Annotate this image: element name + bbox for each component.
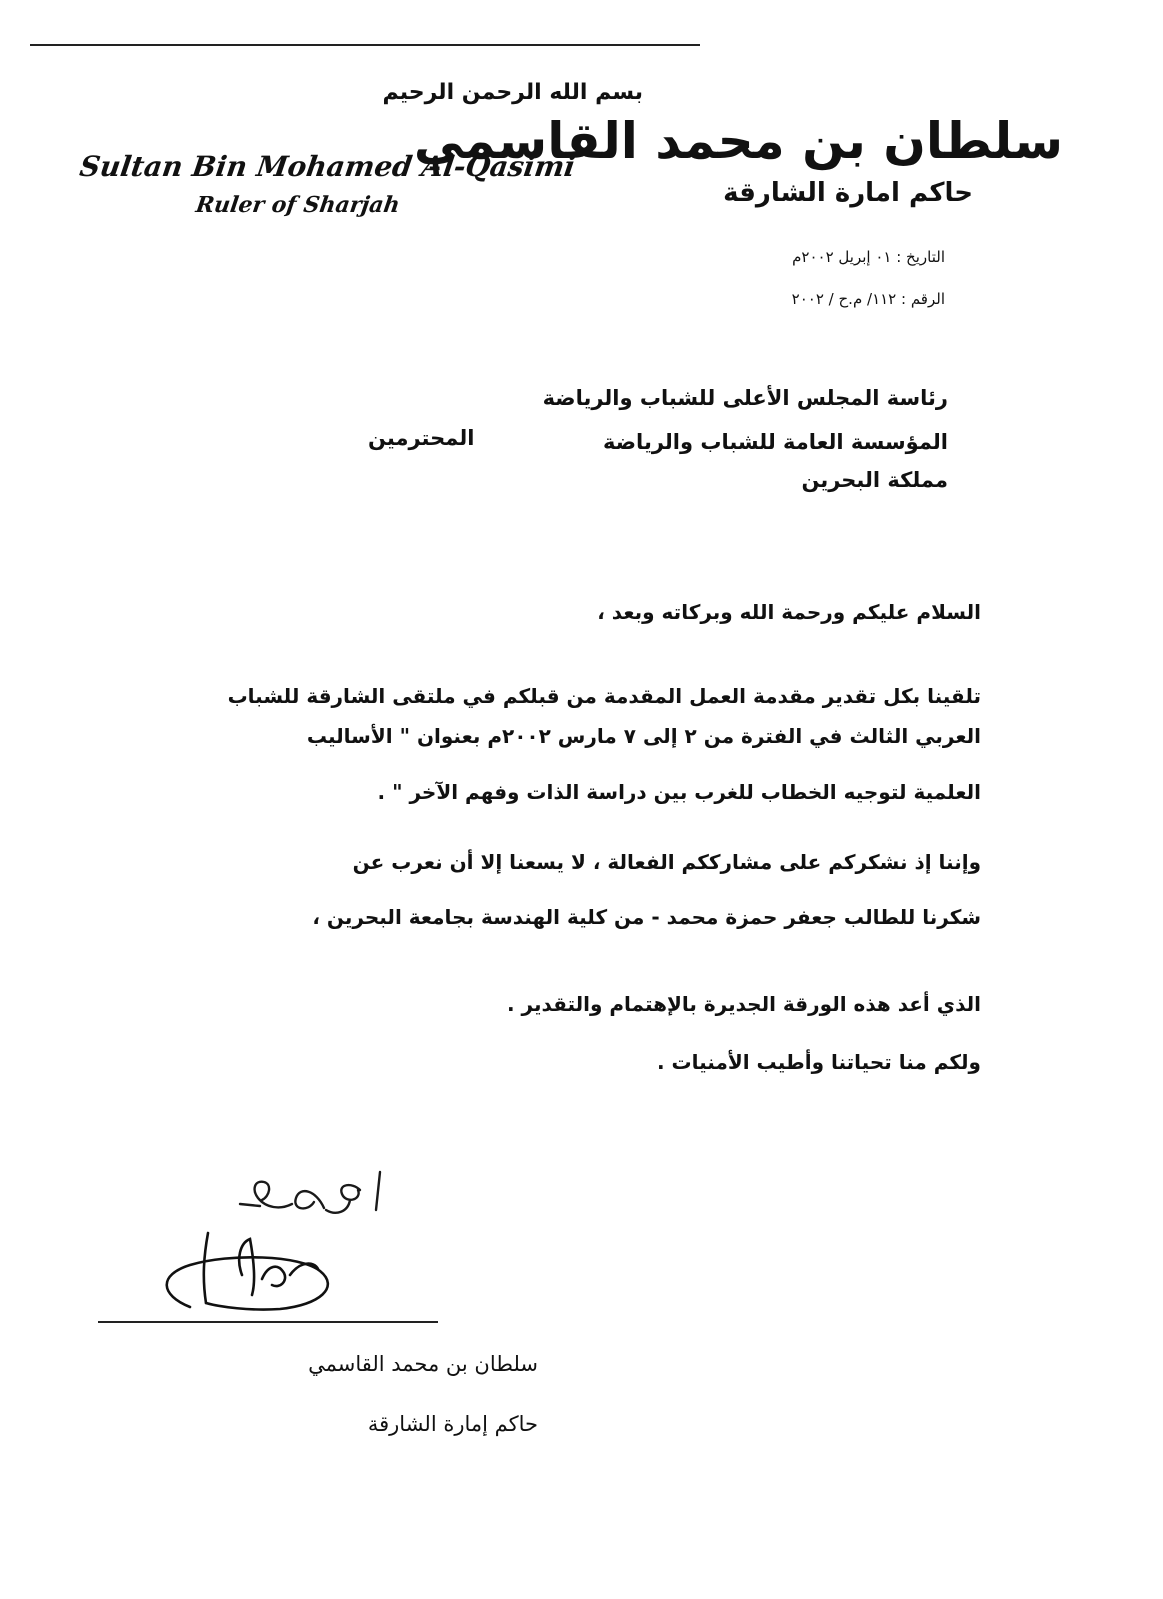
english-name: Sultan Bin Mohamed Al-Qasimi [77, 150, 578, 183]
body-line-5: شكرنا للطالب جعفر حمزة محمد - من كلية الهندسة بجامعة البحرين ، [312, 905, 981, 929]
greeting: السلام عليكم ورحمة الله وبركاته وبعد ، [597, 600, 981, 624]
body-line-4: وإننا إذ نشكركم على مشارككم الفعالة ، لا يسعنا إلا أن نعرب عن [352, 850, 981, 874]
signatory-name: سلطان بن محمد القاسمي [308, 1352, 538, 1376]
arabic-title: حاكم امارة الشارقة [723, 178, 973, 208]
signatory-title: حاكم إمارة الشارقة [367, 1412, 538, 1436]
recipient-line-2: المؤسسة العامة للشباب والرياضة [603, 430, 948, 454]
handwritten-note-drawing [230, 1160, 390, 1230]
date-line: التاريخ : ٠١ إبريل ٢٠٠٢م [792, 248, 945, 266]
recipient-honorific: المحترمين [368, 426, 475, 450]
body-line-2: العربي الثالث في الفترة من ٢ إلى ٧ مارس ٢٠٠٢م بعنوان " الأساليب [306, 724, 981, 748]
body-line-7: ولكم منا تحياتنا وأطيب الأمنيات . [656, 1050, 981, 1074]
body-line-1: تلقينا بكل تقدير مقدمة العمل المقدمة من قبلكم في ملتقى الشارقة للشباب [227, 684, 981, 708]
signature-rule [98, 1321, 438, 1323]
basmala: بسم الله الرحمن الرحيم [382, 80, 643, 105]
arabic-name: سلطان بن محمد القاسمي [413, 112, 1063, 170]
recipient-line-1: رئاسة المجلس الأعلى للشباب والرياضة [542, 386, 948, 410]
reference-line: الرقم : ١١٢/ م.ح / ٢٠٠٢ [791, 290, 945, 308]
body-line-6: الذي أعد هذه الورقة الجديرة بالإهتمام والتقدير . [507, 992, 981, 1016]
top-rule [30, 44, 700, 46]
english-title: Ruler of Sharjah [194, 192, 402, 218]
body-line-3: العلمية لتوجيه الخطاب للغرب بين دراسة الذات وفهم الآخر " . [377, 780, 981, 804]
recipient-line-3: مملكة البحرين [801, 468, 948, 492]
signature-drawing [150, 1225, 360, 1320]
